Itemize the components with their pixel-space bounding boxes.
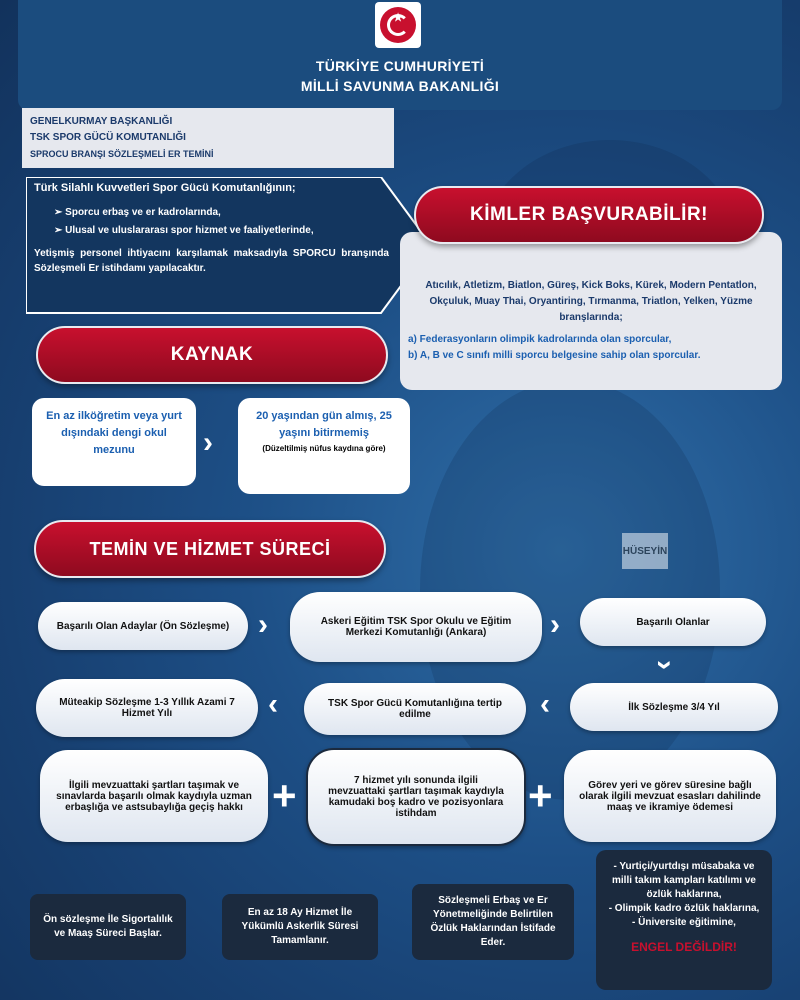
benefit-1: İlgili mevzuattaki şartları taşımak ve sınavlarda başarılı olmak kaydıyla uzman erbaşlığa ve astsubaylığa geçiş hakkı (40, 750, 268, 842)
note-insurance: Ön sözleşme İle Sigortalılık ve Maaş Süreci Başlar. (30, 894, 186, 960)
chevron-right-icon: › (203, 426, 213, 459)
chevron-right-icon: › (258, 608, 268, 641)
background-athlete-silhouette (420, 380, 720, 800)
not-obstacle-item: - Olimpik kadro özlük haklarına, (608, 903, 760, 914)
process-step-4: İlk Sözleşme 3/4 Yıl (570, 683, 778, 731)
education-box (32, 398, 196, 486)
eligible-option-a: a) Federasyonların olimpik kadrolarında olan sporcular, (408, 334, 672, 345)
education-requirement: En az ilköğretim veya yurt dışındaki dengi okul mezunu (46, 410, 182, 456)
note-military-service: En az 18 Ay Hizmet İle Yükümlü Askerlik Süresi Tamamlanır. (222, 894, 378, 960)
intro-heading: Türk Silahlı Kuvvetleri Spor Gücü Komutanlığının; (34, 182, 296, 194)
process-step-3: Başarılı Olanlar (580, 598, 766, 646)
header-title-line2: MİLLİ SAVUNMA BAKANLIĞI (300, 78, 500, 94)
org-line2: TSK SPOR GÜCÜ KOMUTANLIĞI (30, 132, 186, 143)
ministry-emblem-icon: ★ (375, 2, 421, 48)
header-title-line1: TÜRKİYE CUMHURİYETİ (315, 58, 485, 74)
intro-bullet: ➢ Ulusal ve uluslararası spor hizmet ve faaliyetlerinde, (54, 225, 314, 236)
surec-title: TEMİN VE HİZMET SÜRECİ (34, 520, 386, 578)
process-step-1: Başarılı Olan Adaylar (Ön Sözleşme) (38, 602, 248, 650)
chevron-right-icon: › (550, 608, 560, 641)
process-step-6: Müteakip Sözleşme 1-3 Yıllık Azami 7 Hizmet Yılı (36, 679, 258, 737)
age-box (238, 398, 410, 494)
note-personnel-rights: Sözleşmeli Erbaş ve Er Yönetmeliğinde Belirtilen Özlük Haklarından İstifade Eder. (412, 884, 574, 960)
intro-bullet-text: Ulusal ve uluslararası spor hizmet ve faaliyetlerinde, (65, 225, 314, 236)
intro-body: Yetişmiş personel ihtiyacını karşılamak maksadıyla SPORCU branşında Sözleşmeli Er istihdamı yapılacaktır. (34, 248, 389, 274)
background-race-bib: HÜSEYİN (622, 533, 668, 569)
plus-icon: + (272, 772, 297, 819)
process-step-2: Askeri Eğitim TSK Spor Okulu ve Eğitim Merkezi Komutanlığı (Ankara) (290, 592, 542, 662)
kaynak-title: KAYNAK (36, 326, 388, 384)
org-box (22, 108, 394, 168)
not-obstacle-emphasis: ENGEL DEĞİLDİR! (631, 940, 737, 954)
intro-bullet-text: Sporcu erbaş ve er kadrolarında, (65, 207, 221, 218)
org-line3: SPROCU BRANŞI SÖZLEŞMELİ ER TEMİNİ (30, 149, 214, 159)
not-obstacle-item: - Üniversite eğitimine, (632, 917, 736, 928)
plus-icon: + (528, 772, 553, 819)
age-requirement: 20 yaşından gün almış, 25 yaşını bitirmemiş (256, 410, 392, 439)
chevron-left-icon: › (268, 691, 278, 724)
eligible-option-b: b) A, B ve C sınıfı milli sporcu belgesine sahip olan sporcular. (408, 350, 701, 361)
not-obstacle-item: - Yurtiçi/yurtdışı müsabaka ve milli takım kampları katılımı ve özlük haklarına, (612, 861, 756, 900)
intro-panel (34, 182, 394, 276)
kimler-title: KİMLER BAŞVURABİLİR! (414, 186, 764, 244)
chevron-down-icon: › (649, 660, 682, 670)
age-note: (Düzeltilmiş nüfus kaydına göre) (262, 444, 386, 453)
benefit-3: Görev yeri ve görev süresine bağlı olarak ilgili mevzuat esasları dahilinde maaş ve ikramiye ödemesi (564, 750, 776, 842)
note-not-obstacle (596, 850, 772, 990)
eligibility-box (400, 232, 782, 390)
chevron-left-icon: › (540, 691, 550, 724)
eligible-branches: Atıcılık, Atletizm, Biatlon, Güreş, Kick Boks, Kürek, Modern Pentatlon, Okçuluk, Muay Thai, Oryantiring, Tırmanma, Triatlon, Yelken, Yüzme branşlarında; (425, 280, 757, 323)
process-step-5: TSK Spor Gücü Komutanlığına tertip edilme (304, 683, 526, 735)
benefit-2: 7 hizmet yılı sonunda ilgili mevzuattaki şartları taşımak kaydıyla kamudaki boş kadro ve pozisyonlara istihdam (306, 748, 526, 846)
org-line1: GENELKURMAY BAŞKANLIĞI (30, 116, 173, 127)
intro-bullet: ➢ Sporcu erbaş ve er kadrolarında, (54, 207, 221, 218)
